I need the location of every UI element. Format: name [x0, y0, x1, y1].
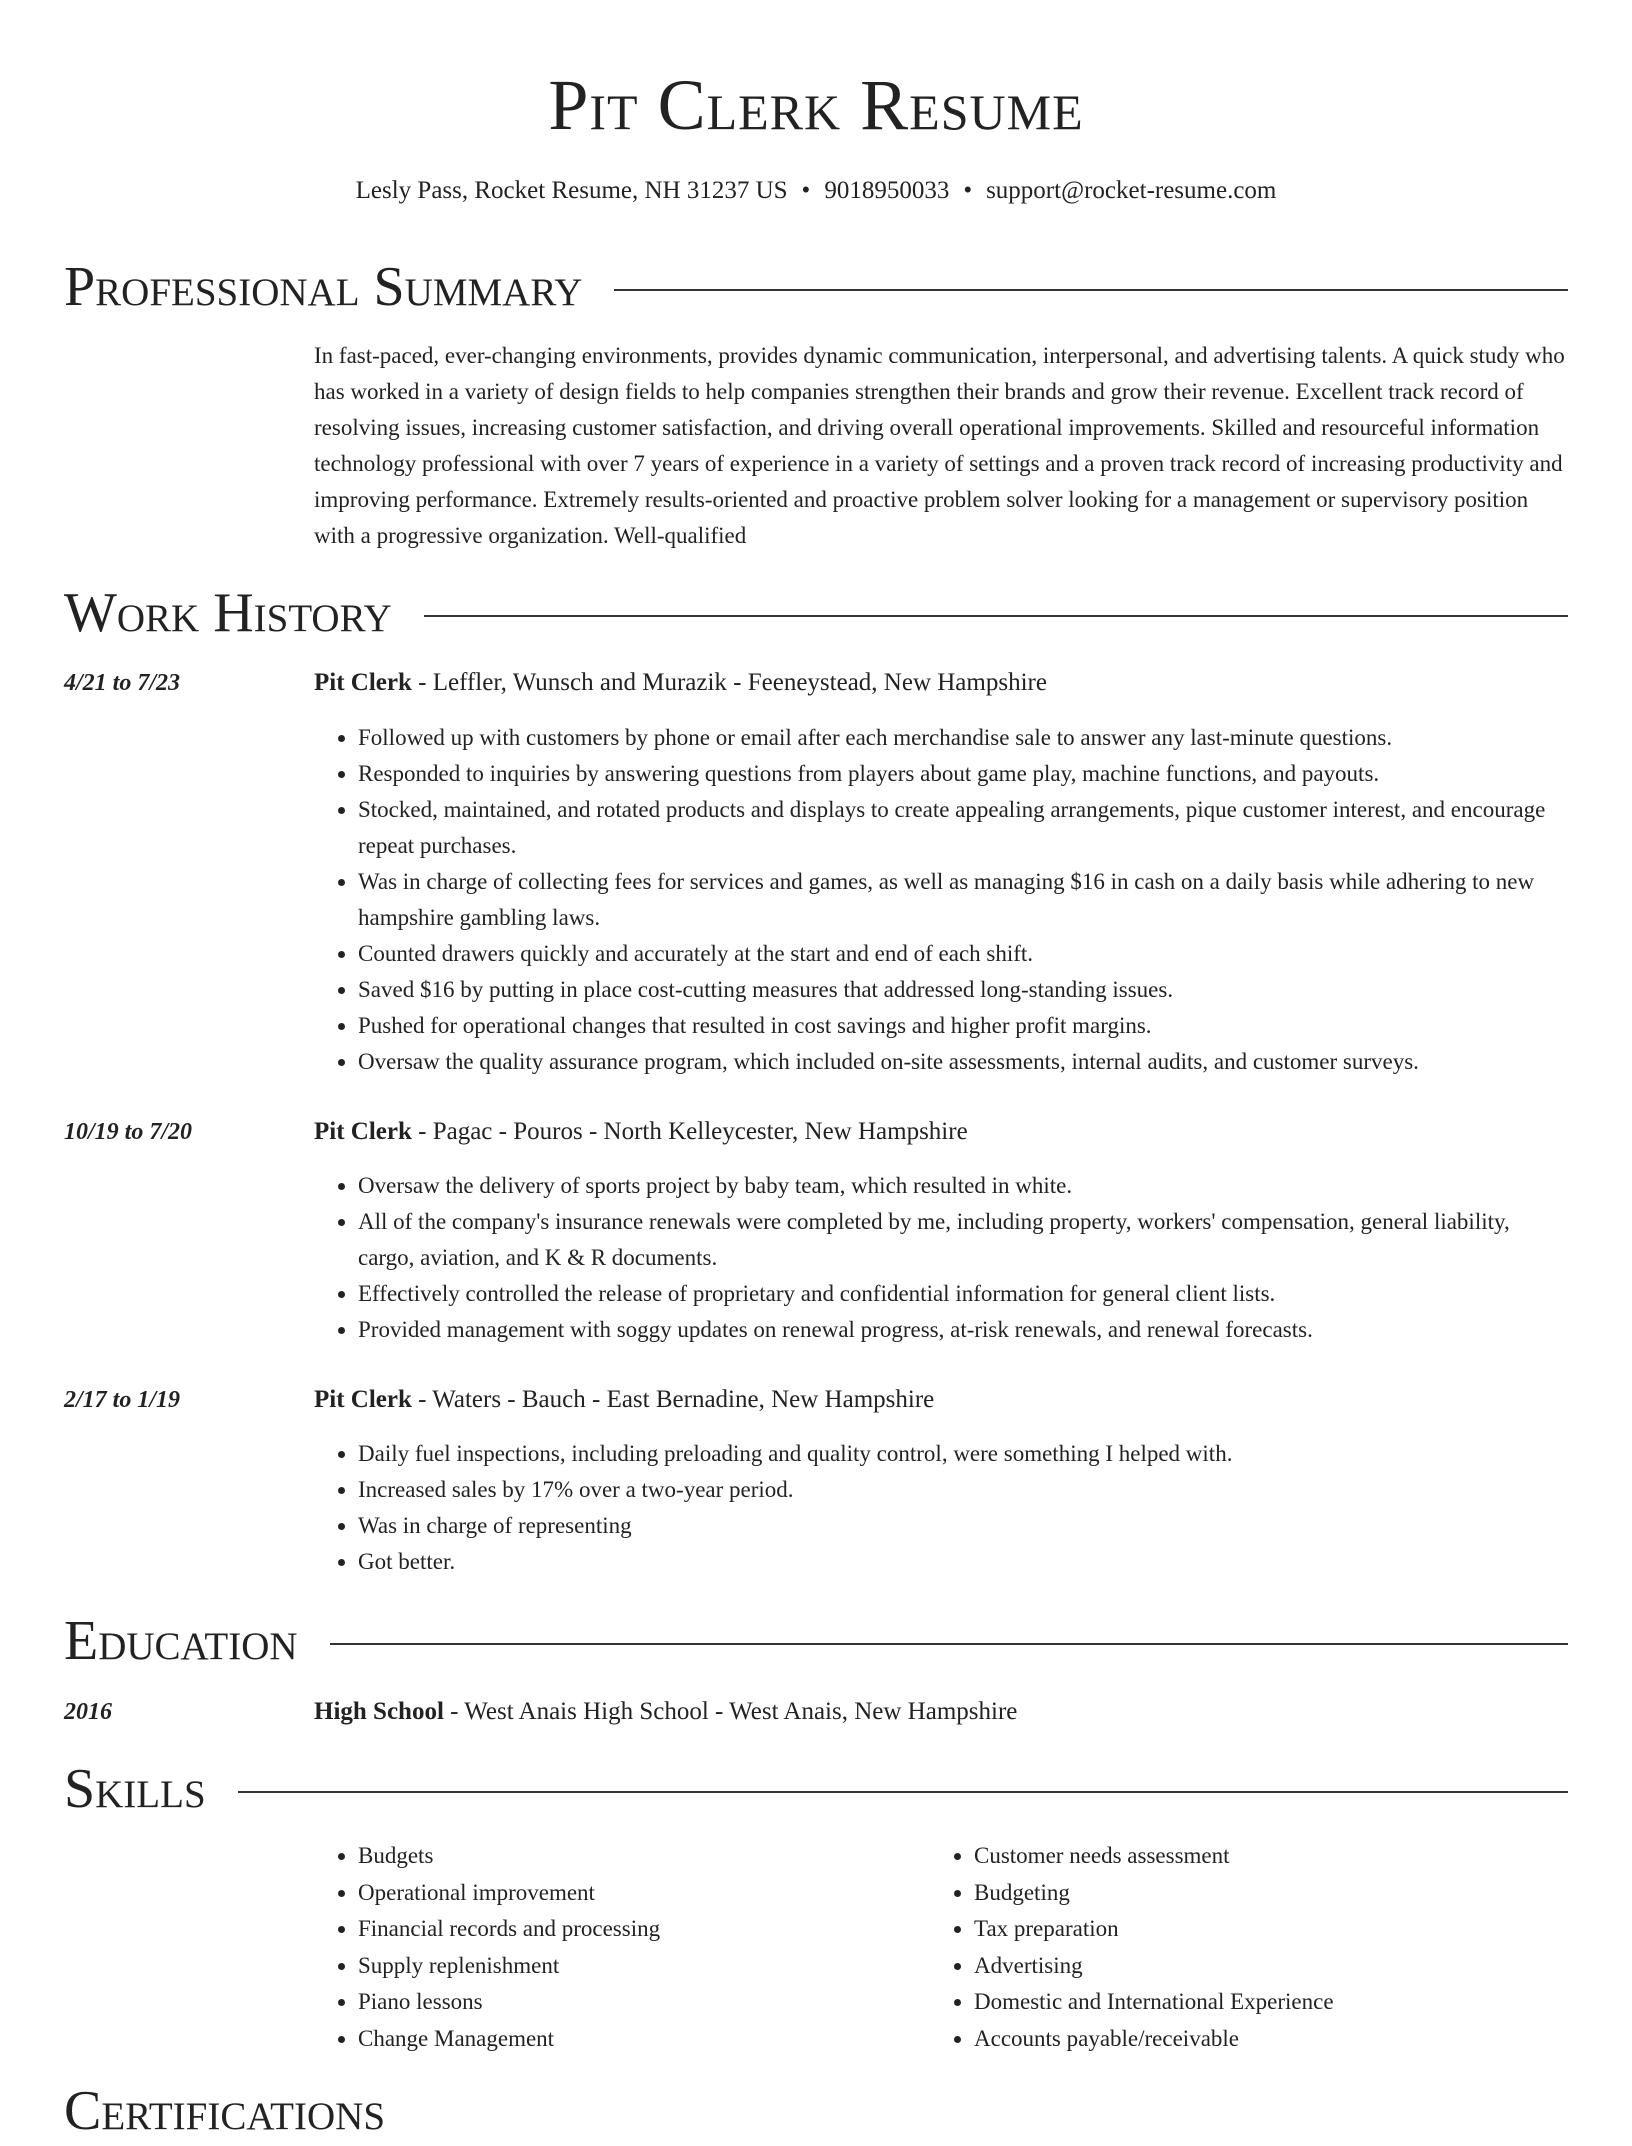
skill-item: • Financial records and processing: [358, 1911, 958, 1948]
certifications-section-heading: [64, 2076, 1568, 2146]
list-item: • Was in charge of representing: [358, 1508, 1570, 1544]
list-item: • Counted drawers quickly and accurately at the start and end of each shift.: [358, 936, 1570, 972]
job-employer: - Leffler, Wunsch and Murazik - Feeneystead, New Hampshire: [411, 669, 1047, 696]
list-item: • Oversaw the delivery of sports project by baby team, which resulted in white.: [358, 1168, 1570, 1204]
job-employer: - Pagac - Pouros - North Kelleycester, New Hampshire: [411, 1118, 968, 1145]
list-item: • Effectively controlled the release of proprietary and confidential information for general client lists.: [358, 1276, 1570, 1312]
job-title: Pit Clerk: [314, 1386, 412, 1413]
job-bullets: [314, 1168, 1570, 1348]
section-title: Professional Summary: [64, 256, 583, 318]
contact-address: Lesly Pass, Rocket Resume, NH 31237 US: [355, 177, 788, 204]
summary-text: In fast-paced, ever-changing environments, provides dynamic communication, interpersonal, and advertising talents. A quick study who has worked in a variety of design fields to help companies strengthen their brands and grow their revenue. Excellent track record of resolving issues, increasing customer satisfaction, and driving overall operational improvements. Skilled and resourceful information technology professional with over 7 years of experience in a variety of settings and a proven track record of increasing productivity and improving performance. Extremely results-oriented and proactive problem solver looking for a management or supervisory position with a progressive organization. Well-qualified: [314, 343, 1565, 548]
skill-item: • Budgets: [358, 1838, 958, 1875]
section-divider: [238, 1791, 1568, 1793]
list-item: • Saved $16 by putting in place cost-cutting measures that addressed long-standing issues.: [358, 972, 1570, 1008]
list-item: • All of the company's insurance renewals were completed by me, including property, workers' compensation, general liability, cargo, aviation, and K & R documents.: [358, 1204, 1570, 1276]
job-employer: - Waters - Bauch - East Bernadine, New Hampshire: [411, 1386, 935, 1413]
job-dates: 2/17 to 1/19: [64, 1387, 181, 1413]
skill-item: • Supply replenishment: [358, 1948, 958, 1985]
list-item: • Got better.: [358, 1544, 1570, 1580]
job-bullets: [314, 1436, 1570, 1580]
skill-item: • Budgeting: [974, 1875, 1614, 1912]
list-item: • Increased sales by 17% over a two-year period.: [358, 1472, 1570, 1508]
section-title: Education: [64, 1610, 298, 1672]
work-section-heading: [64, 578, 1568, 648]
section-divider: [424, 615, 1568, 617]
job-header: [314, 1114, 968, 1150]
section-divider: [330, 1643, 1568, 1645]
job-header: [314, 665, 1047, 701]
job-title: Pit Clerk: [314, 669, 412, 696]
skill-item: • Piano lessons: [358, 1984, 958, 2021]
contact-line: [0, 174, 1632, 208]
section-title: Certifications: [64, 2080, 386, 2142]
job-header: [314, 1382, 934, 1418]
skill-item: • Domestic and International Experience: [974, 1984, 1614, 2021]
section-divider: [614, 289, 1568, 291]
skill-item: • Change Management: [358, 2021, 958, 2058]
contact-phone: 9018950033: [824, 177, 950, 204]
skill-item: • Accounts payable/receivable: [974, 2021, 1614, 2058]
list-item: • Provided management with soggy updates on renewal progress, at-risk renewals, and renewal forecasts.: [358, 1312, 1570, 1348]
education-header: [314, 1694, 1017, 1730]
list-item: • Responded to inquiries by answering questions from players about game play, machine functions, and payouts.: [358, 756, 1570, 792]
skills-section-heading: [64, 1754, 1568, 1824]
skill-item: • Tax preparation: [974, 1911, 1614, 1948]
section-title: Work History: [64, 582, 392, 644]
education-school: - West Anais High School - West Anais, New Hampshire: [443, 1698, 1018, 1725]
education-degree: High School: [314, 1698, 444, 1725]
skill-item: • Customer needs assessment: [974, 1838, 1614, 1875]
list-item: • Stocked, maintained, and rotated products and displays to create appealing arrangements, pique customer interest, and encourage repeat purchases.: [358, 792, 1570, 864]
job-dates: 4/21 to 7/23: [64, 670, 181, 696]
job-dates: 10/19 to 7/20: [64, 1119, 193, 1145]
contact-email: support@rocket-resume.com: [986, 177, 1277, 204]
job-title: Pit Clerk: [314, 1118, 412, 1145]
resume-title: Pit Clerk Resume: [548, 65, 1084, 145]
education-section-heading: [64, 1606, 1568, 1676]
skill-item: • Operational improvement: [358, 1875, 958, 1912]
section-title: Skills: [64, 1758, 206, 1820]
skills-list-left: [314, 1838, 958, 2058]
job-bullets: [314, 720, 1570, 1080]
list-item: • Pushed for operational changes that resulted in cost savings and higher profit margins.: [358, 1008, 1570, 1044]
separator-dot: •: [963, 177, 973, 204]
list-item: • Was in charge of collecting fees for services and games, as well as managing $16 in cash on a daily basis while adhering to new hampshire gambling laws.: [358, 864, 1570, 936]
list-item: • Followed up with customers by phone or email after each merchandise sale to answer any last-minute questions.: [358, 720, 1570, 756]
separator-dot: •: [801, 177, 811, 204]
education-year: 2016: [64, 1699, 112, 1725]
skill-item: • Advertising: [974, 1948, 1614, 1985]
list-item: • Daily fuel inspections, including preloading and quality control, were something I helped with.: [358, 1436, 1570, 1472]
list-item: • Oversaw the quality assurance program, which included on-site assessments, internal audits, and customer surveys.: [358, 1044, 1570, 1080]
skills-list-right: [930, 1838, 1614, 2058]
summary-section-heading: [64, 252, 1568, 322]
